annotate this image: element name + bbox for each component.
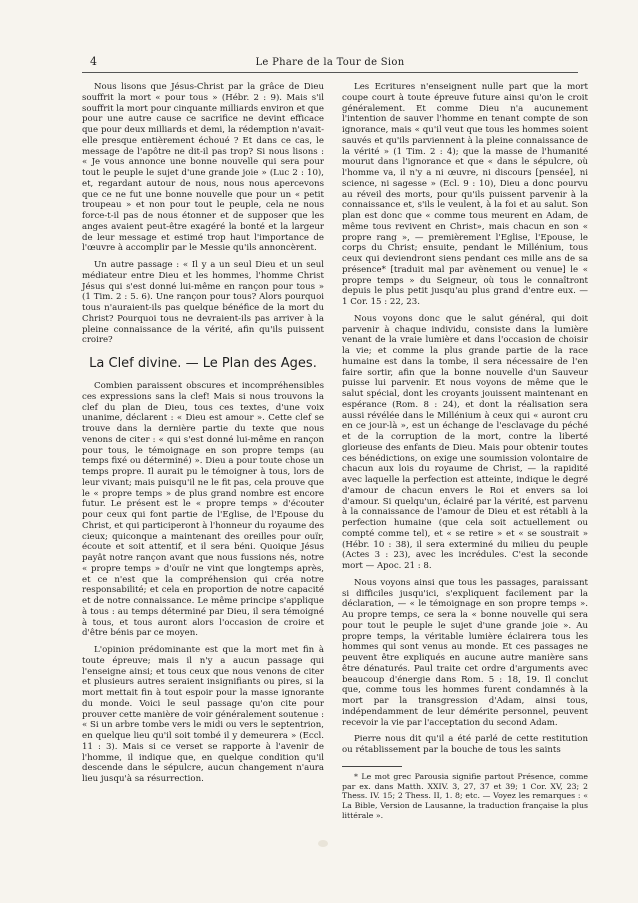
right-paragraph-3: Nous voyons ainsi que tous les passages, paraissant si difficiles jusqu'ici, s'expliquent facilement par la déclaration, — « le témoignage en son propre temps ». Au propre temps, ce sera la « bonne nouvelle qui sera pour tout le peuple le sujet d'une grande joie ». Au propre temps, la véritable lumière éclairera tous les hommes qui sont venus au monde. Et ces passages ne peuvent être expliqués en aucune autre manière sans être dénaturés. Paul traite cet ordre d'arguments avec beaucoup d'énergie dans Rom. 5 : 18, 19. Il conclut que, comme tous les hommes furent condamnés à la mort par la transgression d'Adam, ainsi tous, indépendamment de leur démérite personnel, peuvent recevoir la vie par l'acceptation du second Adam. [342, 577, 588, 728]
section-paragraph-2: L'opinion prédominante est que la mort met fin à toute épreuve; mais il n'y a aucun passage qui l'enseigne ainsi; et tous ceux que nous venons de citer et plusieurs autres seraient insignifiants ou pires, si la mort mettait fin à tout espoir pour la masse ignorante du monde. Voici le seul passage qu'on cite pour prouver cette manière de voir généralement soutenue : « Si un arbre tombe vers le midi ou vers le septentrion, en quelque lieu qu'il soit tombé il y demeurera » (Eccl. 11 : 3). Mais si ce verset se rapporte à l'avenir de l'homme, il indique que, en quelque condition qu'il descende dans le sépulcre, aucun changement n'aura lieu jusqu'à sa résurrection. [82, 645, 324, 784]
right-paragraph-2: Nous voyons donc que le salut général, qui doit parvenir à chaque individu, consiste dans la lumière venant de la vraie lumière et dans l'occasion de choisir la vie; et comme la plus grande partie de la race humaine est dans la tombe, il sera nécessaire de l'en faire sortir, afin que la bonne nouvelle d'un Sauveur puisse lui parvenir. Et nous voyons de même que le salut spécial, dont les croyants jouissent maintenant en espérance (Rom. 8 : 24), et dont la réalisation sera aussi révélée dans le Millénium à ceux qui « auront cru en ce jour-là », est un échange de l'esclavage du péché et de la corruption de la mort, contre la liberté glorieuse des enfants de Dieu. Mais pour obtenir toutes ces bénédictions, on exige une soumission volontaire de chacun aux lois du royaume de Christ, — la rapidité avec laquelle la perfection est atteinte, indique le degré d'amour de chacun envers le Roi et envers sa loi d'amour. Si quelqu'un, éclairé par la vérité, est parvenu à la connaissance de l'amour de Dieu et est rétabli à la perfection humaine (que cela soit actuellement ou compté comme tel), et « se retire » et « se soustrait » (Hébr. 10 : 38), il sera exterminé du milieu du peuple (Actes 3 : 23), avec les incrédules. C'est la seconde mort — Apoc. 21 : 8. [342, 313, 588, 571]
left-column [82, 82, 324, 791]
section-heading: La Clef divine. — Le Plan des Ages. [89, 356, 317, 371]
footnote: * Le mot grec Parousia signifie partout Présence, comme par ex. dans Matth. XXIV. 3, 27, 37 et 39; 1 Cor. XV, 23; 2 Thess. IV. 15; 2 Thess. II, 1. 8; etc. — Voyez les remarques : « La Bible, Version de Lausanne, la traduction française la plus littérale ». [342, 771, 588, 820]
footnote-divider [342, 766, 402, 767]
left-paragraph-1: Nous lisons que Jésus-Christ par la grâce de Dieu souffrit la mort « pour tous » (Hébr. 2 : 9). Mais s'il souffrit la mort pour cinquante milliards environ et que pour une autre cause ce sacrifice ne devint efficace que pour deux milliards et demi, la rédemption n'avait-elle presque entièrement échoué ? Et dans ce cas, le message de l'apôtre ne dit-il pas trop? Si nous lisons : « Je vous annonce une bonne nouvelle qui sera pour tout le peuple le sujet d'une grande joie » (Luc 2 : 10), et, regardant autour de nous, nous nous apercevons que ce ne fut une bonne nouvelle que pour un « petit troupeau » et non pour tout le peuple, cela ne nous force-t-il pas de nous étonner et de supposer que les anges avaient peut-être exagéré la bonté et la largeur de leur message et estimé trop haut l'importance de l'œuvre à accomplir par le Messie qu'ils annoncèrent. [82, 82, 324, 254]
right-paragraph-4: Pierre nous dit qu'il a été parlé de cette restitution ou rétablissement par la bouche de tous les saints [342, 734, 588, 755]
right-column [342, 82, 588, 827]
right-paragraph-1: Les Ecritures n'enseignent nulle part que la mort coupe court à toute épreuve future ainsi qu'on le croit généralement. Et comme Dieu n'a aucunement l'intention de sauver l'homme en tenant compte de son ignorance, mais « qu'il veut que tous les hommes soient sauvés et qu'ils parviennent à la pleine connaissance de la vérité » (1 Tim. 2 : 4); que la masse de l'humanité mourut dans l'ignorance et que « dans le sépulcre, où l'homme va, il n'y a ni œuvre, ni discours [pensée], ni science, ni sagesse » (Ecl. 9 : 10), Dieu a donc pourvu au réveil des morts, pour qu'ils puissent parvenir à la connaissance et, s'ils le veulent, à la foi et au salut. Son plan est donc que « comme tous meurent en Adam, de même tous revivent en Christ», mais chacun en son « propre rang », — premièrement l'Eglise, l'Epouse, le corps du Christ; ensuite, pendant le Millénium, tous ceux qui deviendront siens pendant ces mille ans de sa présence* [traduit mal par avènement ou venue] le « propre temps » du Seigneur, où tous le connaîtront depuis le plus petit jusqu'au plus grand d'entre eux. — 1 Cor. 15 : 22, 23. [342, 82, 588, 307]
running-title: Le Phare de la Tour de Sion [255, 57, 405, 68]
section-paragraph-1: Combien paraissent obscures et incompréhensibles ces expressions sans la clef! Mais si nous trouvons la clef du plan de Dieu, tous ces textes, d'une voix unanime, déclarent : « Dieu est amour ». Cette clef se trouve dans la dernière partie du texte que nous venons de citer : « qui s'est donné lui-même en rançon pour tous, le témoignage en son propre temps (au temps fixé ou déterminé) ». Dieu a pour toute chose un temps propre. Il aurait pu le témoigner à tous, lors de leur vivant; mais puisqu'il ne le fit pas, cela prouve que le « propre temps » de plus grand nombre est encore futur. Le présent est le « propre temps » d'écouter pour ceux qui font partie de l'Eglise, de l'Epouse du Christ, et qui participeront à l'honneur du royaume des cieux; quiconque a maintenant des oreilles pour ouïr, écoute et soit attentif, et il sera béni. Quoique Jésus payât notre rançon avant que nous fussions nés, notre « propre temps » d'ouïr ne vint que longtemps après, et ce n'est que la compréhension qui créa notre responsabilité; et cela en proportion de notre capacité et de notre connaissance. Le même principe s'applique à tous : au temps déterminé par Dieu, il sera témoigné à tous, et tous auront alors l'occasion de croire et d'être bénis par ce moyen. [82, 381, 324, 639]
running-header [82, 55, 578, 73]
page-smudge [318, 840, 328, 847]
left-paragraph-2: Un autre passage : « Il y a un seul Dieu et un seul médiateur entre Dieu et les hommes, l'homme Christ Jésus qui s'est donné lui-même en rançon pour tous » (1 Tim. 2 : 5. 6). Une rançon pour tous? Alors pourquoi tous n'auraient-ils pas quelque bénéfice de la mort du Christ? Pourquoi tous ne devraient-ils pas arriver à la pleine connaissance de la vérité, afin qu'ils puissent croire? [82, 260, 324, 346]
page-number: 4 [90, 55, 97, 68]
